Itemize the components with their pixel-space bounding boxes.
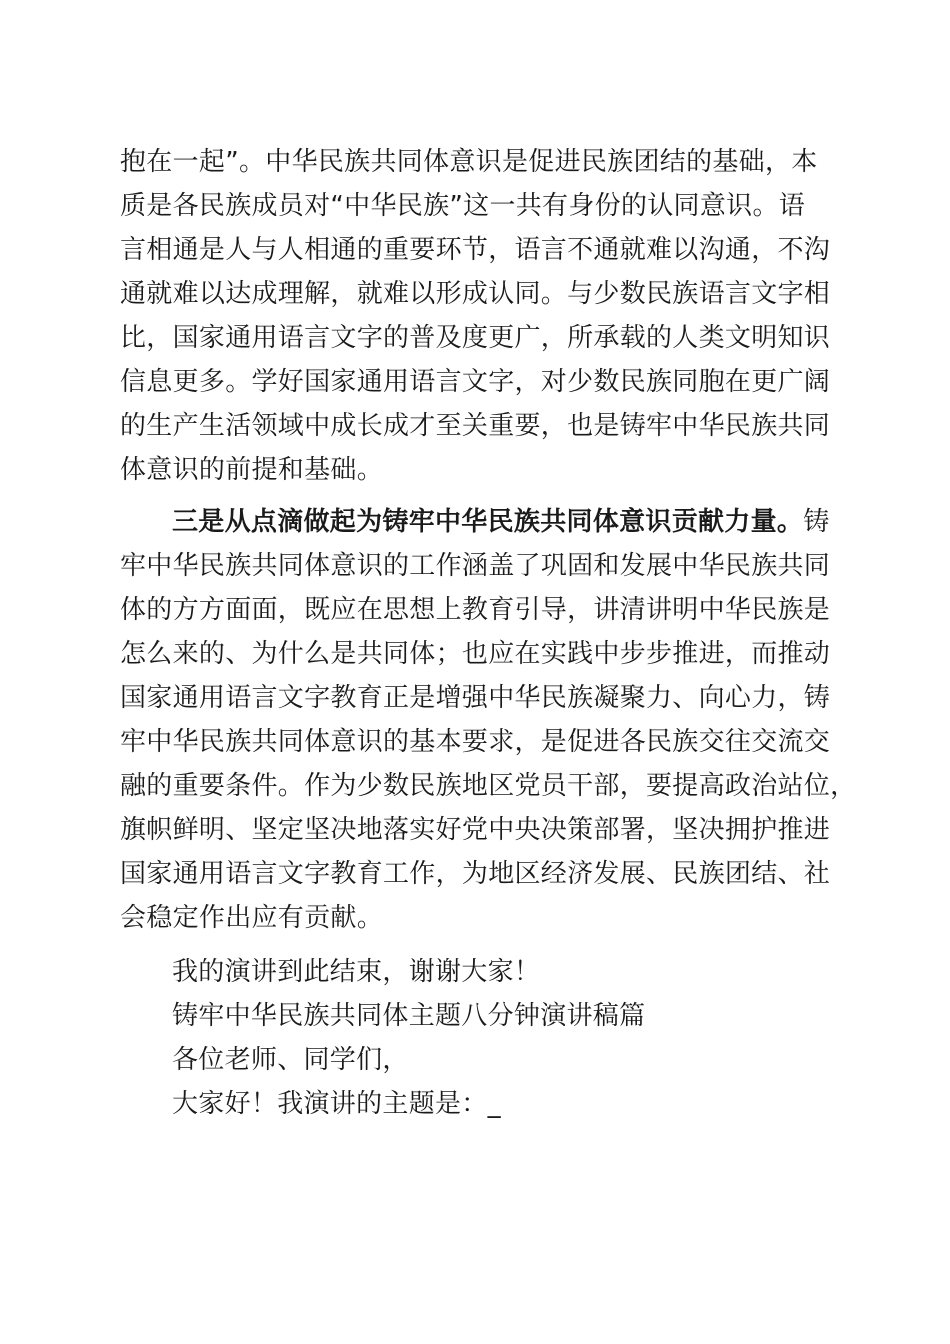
next-speech-title: 铸牢中华民族共同体主题八分钟演讲稿篇 <box>172 1001 646 1031</box>
paragraph-speech-body-2 <box>120 500 857 940</box>
greeting-line: 大家好！我演讲的主题是：_ <box>172 1089 501 1119</box>
paragraph-first-line <box>120 500 832 544</box>
paragraph-speech-body-1 <box>120 140 832 492</box>
paragraph-line: 国家通用语言文字教育工作，为地区经济发展、民族团结、社 <box>120 859 831 889</box>
paragraph-line: 融的重要条件。作为少数民族地区党员干部，要提高政治站位， <box>120 771 857 801</box>
paragraph-line: 比，国家通用语言文字的普及度更广，所承载的人类文明知识 <box>120 323 831 353</box>
paragraph-line: 体意识的前提和基础。 <box>120 455 384 485</box>
paragraph-line: 国家通用语言文字教育正是增强中华民族凝聚力、向心力，铸 <box>120 683 831 713</box>
paragraph-line: 牢中华民族共同体意识的工作涵盖了巩固和发展中华民族共同 <box>120 551 831 581</box>
paragraph-line: 会稳定作出应有贡献。 <box>120 903 384 933</box>
paragraph-line: 抱在一起”。中华民族共同体意识是促进民族团结的基础，本 <box>120 147 818 177</box>
paragraph-line: 信息更多。学好国家通用语言文字，对少数民族同胞在更广阔 <box>120 367 831 397</box>
paragraph-line: 通就难以达成理解，就难以形成认同。与少数民族语言文字相 <box>120 279 831 309</box>
paragraph-line: 牢中华民族共同体意识的基本要求，是促进各民族交往交流交 <box>120 727 831 757</box>
paragraph-heading: 三是从点滴做起为铸牢中华民族共同体意识贡献力量。 <box>172 507 804 537</box>
paragraph-line: 旗帜鲜明、坚定坚决地落实好党中央决策部署，坚决拥护推进 <box>120 815 831 845</box>
salutation: 各位老师、同学们， <box>172 1045 409 1075</box>
paragraph-line: 质是各民族成员对“中华民族”这一共有身份的认同意识。语 <box>120 191 806 221</box>
paragraph-heading-continuation: 铸 <box>803 507 830 537</box>
ending-line: 我的演讲到此结束，谢谢大家！ <box>172 957 541 987</box>
paragraph-line: 言相通是人与人相通的重要环节，语言不通就难以沟通，不沟 <box>120 235 831 265</box>
paragraph-line: 的生产生活领域中成长成才至关重要，也是铸牢中华民族共同 <box>120 411 831 441</box>
paragraph-line: 体的方方面面，既应在思想上教育引导，讲清讲明中华民族是 <box>120 595 831 625</box>
paragraph-line: 怎么来的、为什么是共同体；也应在实践中步步推进，而推动 <box>120 639 831 669</box>
closing-section <box>120 950 832 1126</box>
